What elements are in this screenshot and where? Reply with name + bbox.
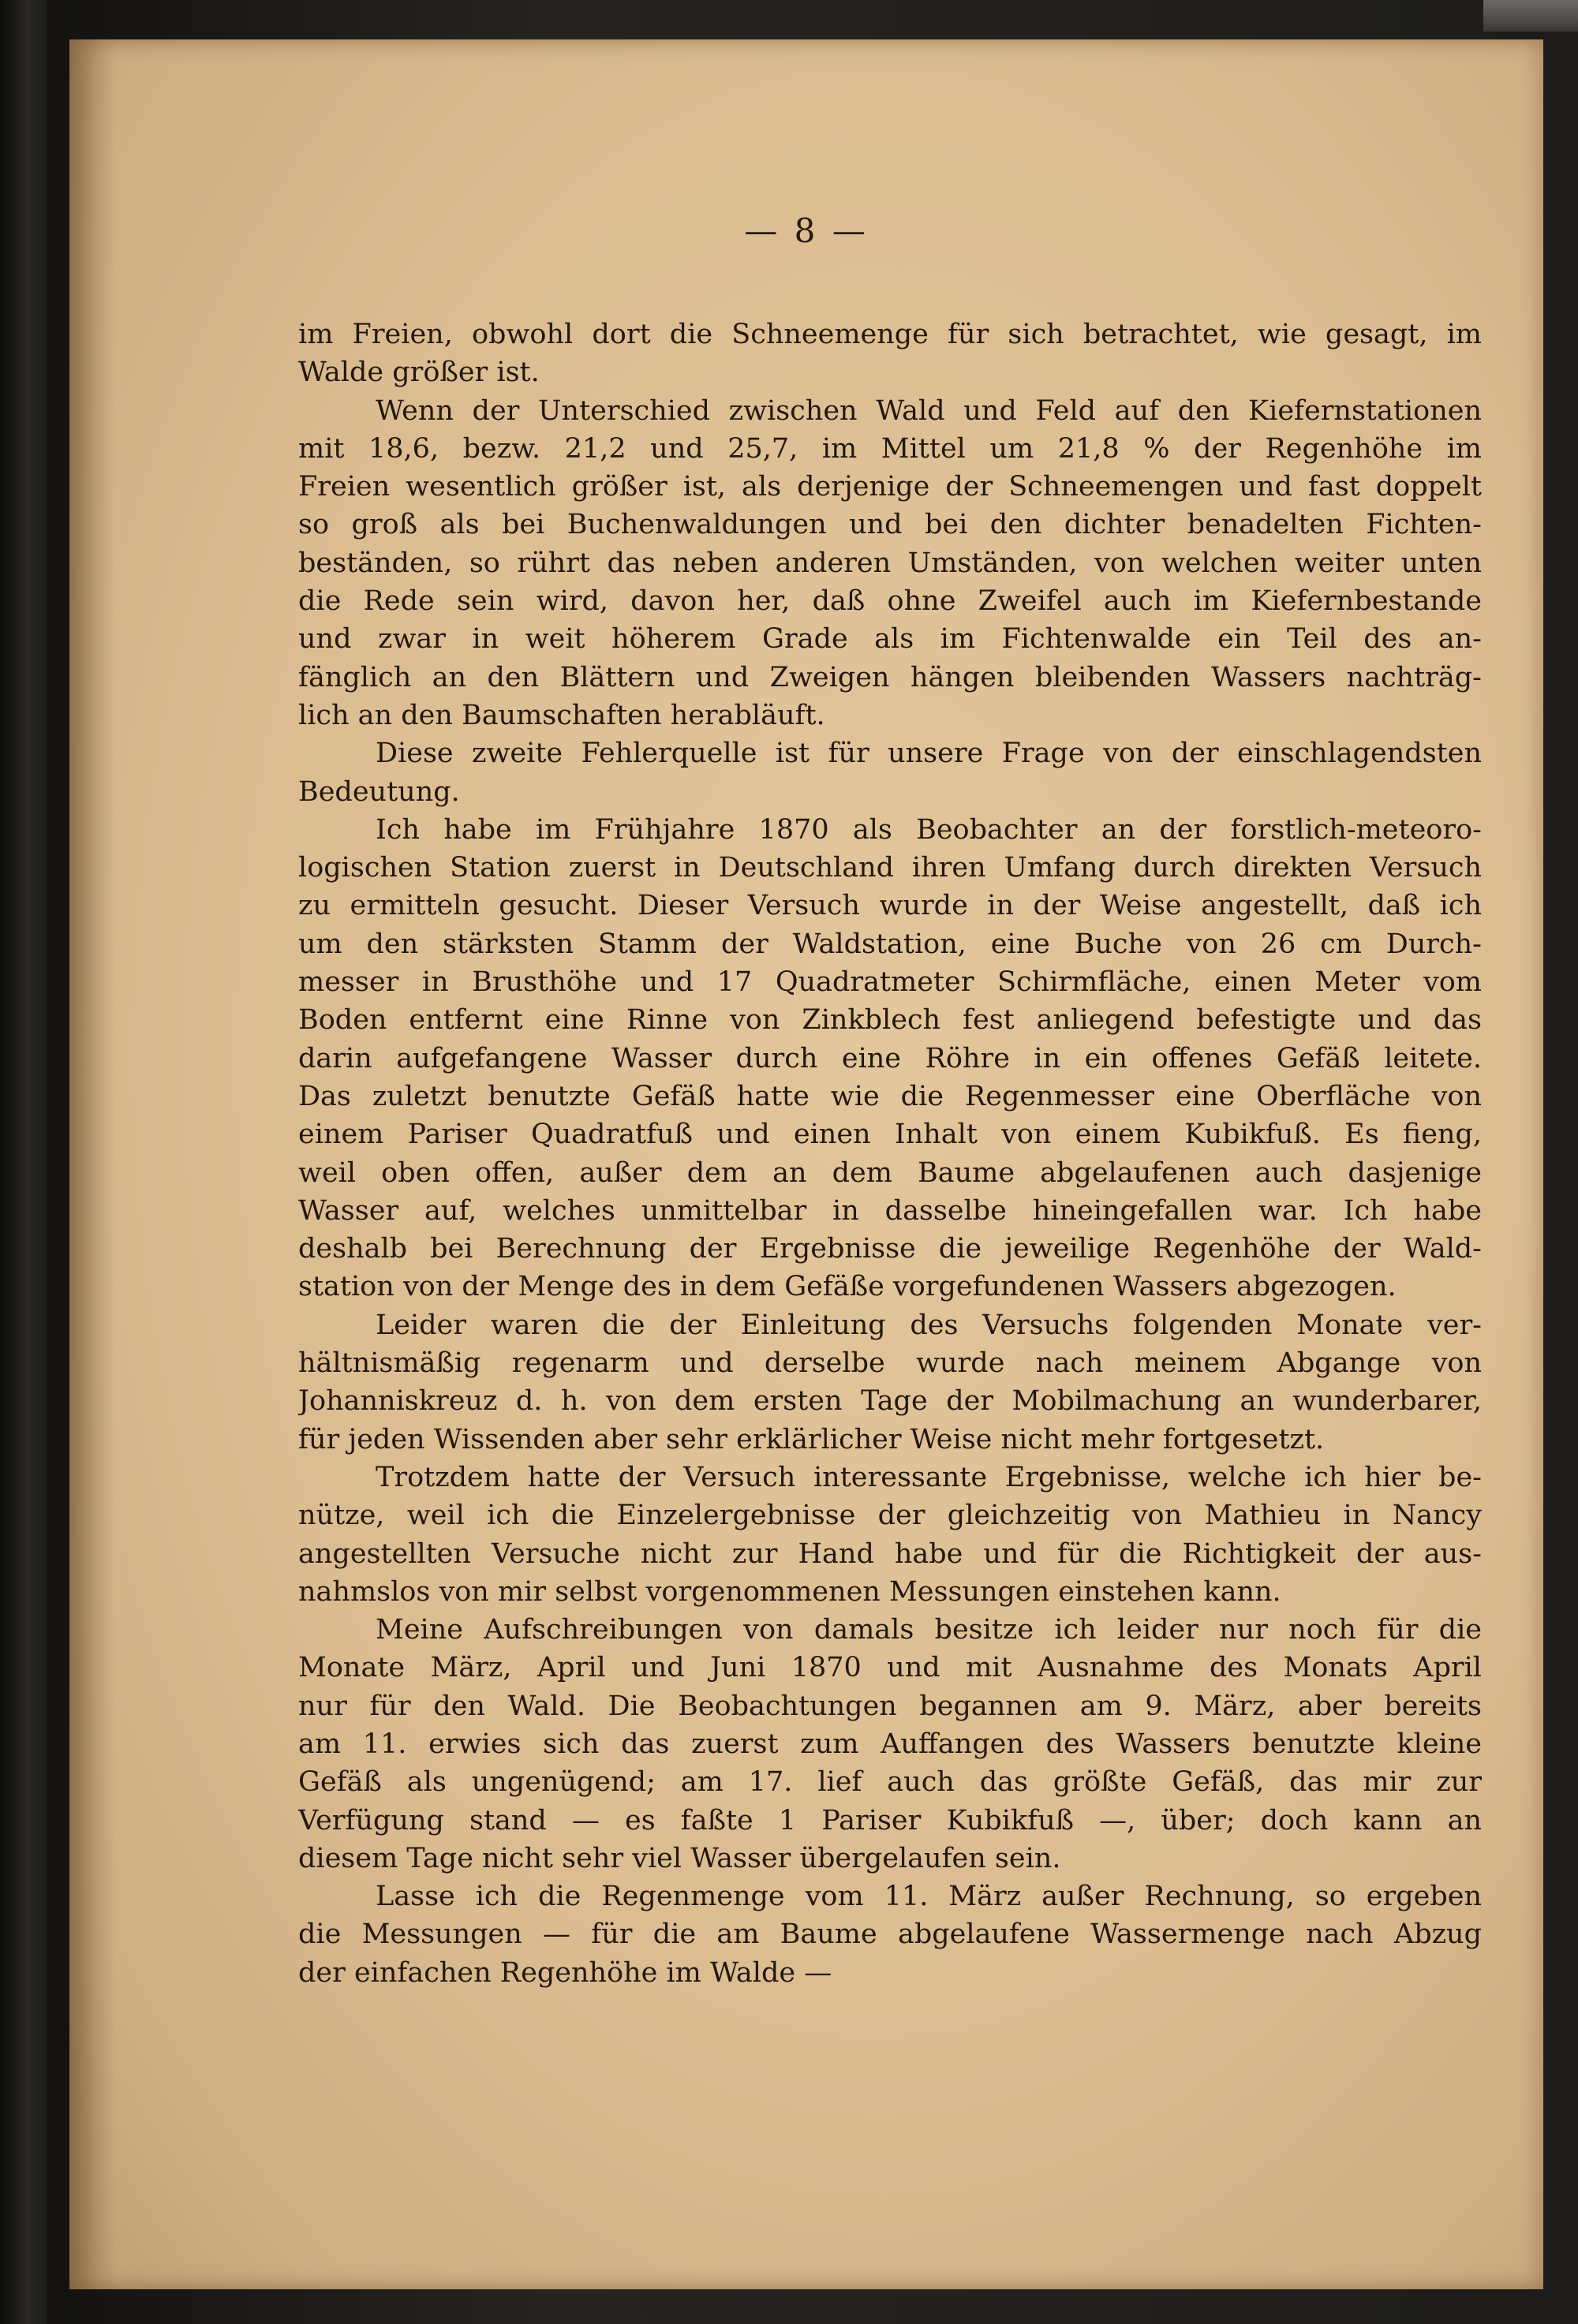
text-line: lich an den Baumschaften herabläuft. bbox=[298, 699, 825, 731]
text-line: station von der Menge des in dem Gefäße vorgefundenen Wassers abgezogen. bbox=[298, 1271, 1397, 1303]
text-line: mit 18,6, bezw. 21,2 und 25,7, im Mittel um 21,8 % der Regenhöhe im bbox=[298, 432, 1482, 465]
text-line: darin aufgefangene Wasser durch eine Röhre in ein offenes Gefäß leitete. bbox=[298, 1042, 1482, 1074]
text-line: Ich habe im Frühjahre 1870 als Beobachter an der forstlich-meteoro- bbox=[376, 813, 1482, 846]
text-line: Monate März, April und Juni 1870 und mit Ausnahme des Monats April bbox=[298, 1652, 1482, 1684]
text-line: Wasser auf, welches unmittelbar in dasselbe hineingefallen war. Ich habe bbox=[298, 1194, 1482, 1227]
text-line: Diese zweite Fehlerquelle ist für unsere Frage von der einschlagendsten bbox=[376, 738, 1482, 770]
text-line: der einfachen Regenhöhe im Walde — bbox=[298, 1956, 832, 1989]
text-line: Leider waren die der Einleitung des Versuchs folgenden Monate ver- bbox=[376, 1309, 1482, 1341]
body-text bbox=[298, 316, 1482, 1992]
text-line: Freien wesentlich größer ist, als derjenige der Schneemengen und fast doppelt bbox=[298, 471, 1482, 503]
text-line: logischen Station zuerst in Deutschland ihren Umfang durch direkten Versuch bbox=[298, 852, 1482, 884]
text-line: nütze, weil ich die Einzelergebnisse der gleichzeitig von Mathieu in Nancy bbox=[298, 1500, 1482, 1532]
text-line: im Freien, obwohl dort die Schneemenge für sich betrachtet, wie gesagt, im bbox=[298, 319, 1482, 350]
text-line: für jeden Wissenden aber sehr erklärlicher Weise nicht mehr fortgesetzt. bbox=[298, 1423, 1325, 1455]
text-line: angestellten Versuche nicht zur Hand habe und für die Richtigkeit der aus- bbox=[298, 1538, 1482, 1570]
text-line: fänglich an den Blättern und Zweigen hängen bleibenden Wassers nachträg- bbox=[298, 661, 1482, 693]
text-line: Trotzdem hatte der Versuch interessante Ergebnisse, welche ich hier be- bbox=[376, 1461, 1482, 1493]
text-line: diesem Tage nicht sehr viel Wasser übergelaufen sein. bbox=[298, 1842, 1061, 1874]
text-line: Walde größer ist. bbox=[298, 357, 540, 389]
text-line: einem Pariser Quadratfuß und einen Inhalt von einem Kubikfuß. Es fieng, bbox=[298, 1119, 1482, 1151]
text-line: nur für den Wald. Die Beobachtungen begannen am 9. März, aber bereits bbox=[298, 1690, 1482, 1722]
text-line: Johanniskreuz d. h. von dem ersten Tage der Mobilmachung an wunderbarer, bbox=[298, 1385, 1482, 1418]
text-line: Gefäß als ungenügend; am 17. lief auch das größte Gefäß, das mir zur bbox=[298, 1766, 1482, 1799]
text-line: Lasse ich die Regenmenge vom 11. März außer Rechnung, so ergeben bbox=[376, 1881, 1482, 1913]
text-line: Meine Aufschreibungen von damals besitze ich leider nur noch für die bbox=[376, 1614, 1482, 1646]
book-spine-edge bbox=[0, 0, 47, 2324]
text-line: messer in Brusthöhe und 17 Quadratmeter Schirmfläche, einen Meter vom bbox=[298, 966, 1482, 999]
text-line: die Rede sein wird, davon her, daß ohne Zweifel auch im Kiefernbestande bbox=[298, 585, 1482, 618]
text-line: beständen, so rührt das neben anderen Umständen, von welchen weiter unten bbox=[298, 547, 1482, 579]
text-line: hältnismäßig regenarm und derselbe wurde nach meinem Abgange von bbox=[298, 1347, 1482, 1380]
text-line: nahmslos von mir selbst vorgenommenen Messungen einstehen kann. bbox=[298, 1575, 1281, 1608]
text-line: weil oben offen, außer dem an dem Baume abgelaufenen auch dasjenige bbox=[298, 1156, 1482, 1189]
text-line: Das zuletzt benutzte Gefäß hatte wie die Regenmesser eine Oberfläche von bbox=[298, 1080, 1482, 1112]
text-line: um den stärksten Stamm der Waldstation, eine Buche von 26 cm Durch- bbox=[298, 928, 1482, 960]
text-line: und zwar in weit höherem Grade als im Fichtenwalde ein Teil des an- bbox=[298, 623, 1482, 656]
text-line: so groß als bei Buchenwaldungen und bei den dichter benadelten Fichten- bbox=[298, 509, 1482, 541]
text-line: deshalb bei Berechnung der Ergebnisse die jeweilige Regenhöhe der Wald- bbox=[298, 1233, 1482, 1265]
page-number: — 8 — bbox=[744, 211, 869, 250]
text-line: am 11. erwies sich das zuerst zum Auffangen des Wassers benutzte kleine bbox=[298, 1728, 1482, 1760]
text-line: Bedeutung. bbox=[298, 775, 460, 808]
text-line: die Messungen — für die am Baume abgelaufene Wassermenge nach Abzug bbox=[298, 1919, 1482, 1951]
text-line: Boden entfernt eine Rinne von Zinkblech fest anliegend befestigte und das bbox=[298, 1004, 1482, 1037]
book-page bbox=[69, 39, 1543, 2289]
page-gutter-shadow bbox=[69, 39, 117, 2289]
text-line: Wenn der Unterschied zwischen Wald und Feld auf den Kiefernstationen bbox=[376, 394, 1482, 427]
text-line: Verfügung stand — es faßte 1 Pariser Kubikfuß —, über; doch kann an bbox=[298, 1804, 1482, 1836]
scan-corner-patch bbox=[1483, 0, 1578, 32]
text-line: zu ermitteln gesucht. Dieser Versuch wurde in der Weise angestellt, daß ich bbox=[298, 890, 1482, 922]
